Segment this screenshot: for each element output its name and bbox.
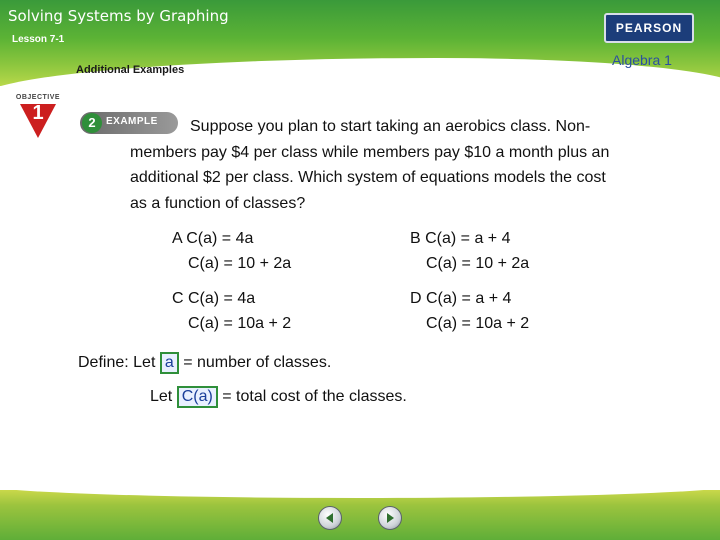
choice-d (410, 286, 529, 336)
objective-label: OBJECTIVE (15, 94, 61, 101)
choice-a-line2: C(a) = 10 + 2a (188, 255, 292, 272)
define-line-2 (150, 386, 407, 408)
example-number: 2 (82, 113, 102, 133)
choice-a-line1: A C(a) = 4a (172, 230, 254, 247)
previous-button[interactable] (318, 506, 342, 530)
problem-text: Suppose you plan to start taking an aerobics class. Non-members pay $4 per class while members pay $10 a month plus an additional $2 per class. Which system of equations models the cost as a function of classes? (130, 118, 610, 212)
course-name: Algebra 1 (612, 52, 672, 68)
variable-a-box: a (160, 352, 179, 374)
section-label: Additional Examples (76, 64, 185, 76)
choice-c (172, 286, 291, 336)
objective-number: 1 (32, 102, 44, 124)
choice-c-line2: C(a) = 10a + 2 (188, 315, 292, 332)
choice-d-line1: D C(a) = a + 4 (410, 290, 512, 307)
choice-c-line1: C C(a) = 4a (172, 290, 256, 307)
choice-a (172, 226, 291, 276)
left-arrow-icon (324, 512, 336, 524)
choice-d-line2: C(a) = 10a + 2 (426, 315, 530, 332)
let-label: Let (150, 388, 173, 405)
choice-b (410, 226, 529, 276)
define-prefix: Define: Let (78, 354, 156, 371)
choice-b-line2: C(a) = 10 + 2a (426, 255, 530, 272)
define-a-description: = number of classes. (183, 354, 332, 371)
right-arrow-icon (384, 512, 396, 524)
variable-ca-box: C(a) (177, 386, 218, 408)
objective-badge (14, 94, 62, 140)
next-button[interactable] (378, 506, 402, 530)
pearson-logo-text: PEARSON (615, 21, 683, 35)
lesson-title: Solving Systems by Graphing (8, 7, 229, 25)
pearson-logo (604, 13, 694, 43)
lesson-number: Lesson 7-1 (12, 34, 65, 45)
choice-b-line1: B C(a) = a + 4 (410, 230, 511, 247)
define-ca-description: = total cost of the classes. (222, 388, 407, 405)
example-label: EXAMPLE (106, 116, 158, 127)
define-line (78, 352, 331, 374)
